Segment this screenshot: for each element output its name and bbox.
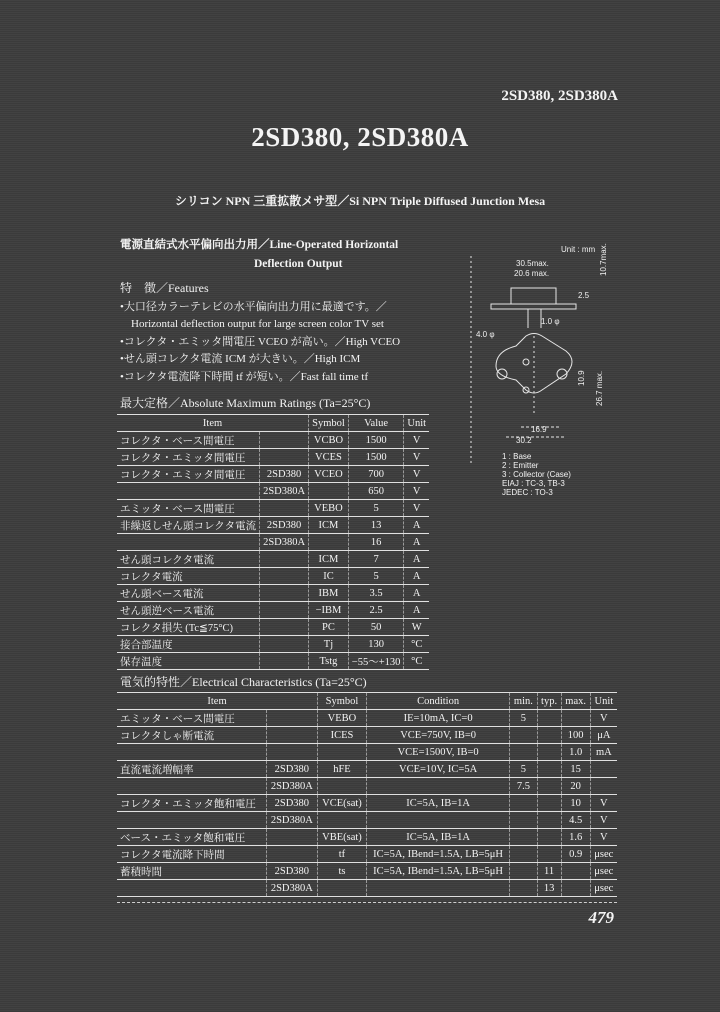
item-cell: 接合部温度	[117, 636, 260, 653]
subtitle: シリコン NPN 三重拡散メサ型／Si NPN Triple Diffused Junction Mesa	[174, 194, 546, 208]
value-cell: 3.5	[348, 585, 404, 602]
min-cell: 5	[510, 710, 537, 727]
condition-cell: VCE=750V, IB=0	[366, 727, 509, 744]
table-row	[117, 829, 617, 846]
condition-cell: VCE=10V, IC=5A	[366, 761, 509, 778]
unit-cell: V	[590, 829, 617, 846]
feature-item: •コレクタ電流降下時間 tf が短い。／Fast fall time tf	[120, 370, 369, 383]
item-cell: ベース・エミッタ飽和電圧	[117, 829, 266, 846]
value-cell: 50	[348, 619, 404, 636]
unit-cell: A	[404, 585, 429, 602]
legend-item: 2 : Emitter	[502, 461, 539, 470]
col-header: Symbol	[318, 693, 367, 710]
condition-cell: IE=10mA, IC=0	[366, 710, 509, 727]
feature-item: •コレクタ・エミッタ間電圧 VCEO が高い。／High VCEO	[120, 335, 401, 348]
unit-cell: °C	[404, 636, 429, 653]
min-cell	[510, 727, 537, 744]
unit-cell: V	[404, 432, 429, 449]
value-cell: 7	[348, 551, 404, 568]
table-row	[117, 710, 617, 727]
elec-char-table	[117, 692, 617, 897]
item-cell: エミッタ・ベース間電圧	[117, 710, 266, 727]
unit-cell: V	[404, 500, 429, 517]
typ-cell: 11	[537, 863, 561, 880]
dim-label: 26.7 max.	[595, 370, 604, 406]
dim-label: 10.7max.	[599, 243, 608, 276]
max-cell: 1.0	[561, 744, 590, 761]
symbol-cell	[309, 534, 349, 551]
dim-label: 2.5	[578, 291, 590, 300]
dim-label: 30.5max.	[516, 259, 549, 268]
symbol-cell	[318, 778, 367, 795]
unit-cell	[590, 778, 617, 795]
table-row	[117, 517, 429, 534]
symbol-cell	[318, 812, 367, 829]
value-cell: −55〜+130	[348, 653, 404, 670]
value-cell: 650	[348, 483, 404, 500]
item-cell: せん頭ベース電流	[117, 585, 260, 602]
item-cell	[117, 534, 260, 551]
unit-cell: A	[404, 551, 429, 568]
col-header: Unit	[590, 693, 617, 710]
table-row	[117, 500, 429, 517]
abs-max-heading: 最大定格／Absolute Maximum Ratings (Ta=25°C)	[120, 396, 371, 410]
max-cell: 0.9	[561, 846, 590, 863]
condition-cell: IC=5A, IB=1A	[366, 795, 509, 812]
unit-cell: W	[404, 619, 429, 636]
dim-label: 20.6 max.	[514, 269, 550, 278]
col-header: Symbol	[309, 415, 349, 432]
unit-cell: μsec	[590, 880, 617, 897]
elec-heading: 電気的特性／Electrical Characteristics (Ta=25°C)	[120, 675, 367, 689]
dim-label: 30.2	[516, 436, 532, 445]
application-line1: 電源直結式水平偏向出力用／Line-Operated Horizontal	[120, 239, 399, 251]
item-cell	[117, 880, 266, 897]
application	[120, 236, 398, 274]
item-cell: コレクタ・エミッタ飽和電圧	[117, 795, 266, 812]
condition-cell	[366, 812, 509, 829]
feature-item: •せん頭コレクタ電流 ICM が大きい。／High ICM	[120, 353, 361, 365]
min-cell	[510, 812, 537, 829]
symbol-cell: VEBO	[318, 710, 367, 727]
col-header: Unit	[404, 415, 429, 432]
variant-cell	[266, 846, 317, 863]
symbol-cell: PC	[309, 619, 349, 636]
variant-cell	[260, 602, 309, 619]
unit-cell: mA	[590, 744, 617, 761]
col-header: typ.	[537, 693, 561, 710]
unit-cell: A	[404, 534, 429, 551]
item-cell	[117, 778, 266, 795]
unit-cell	[590, 761, 617, 778]
features-heading: 特 徴／Features	[120, 281, 209, 295]
col-header: Item	[117, 415, 309, 432]
symbol-cell: ICM	[309, 517, 349, 534]
variant-cell: 2SD380A	[266, 880, 317, 897]
variant-cell	[260, 500, 309, 517]
symbol-cell: IC	[309, 568, 349, 585]
max-cell	[561, 710, 590, 727]
variant-cell	[266, 829, 317, 846]
typ-cell	[537, 778, 561, 795]
min-cell	[510, 846, 537, 863]
variant-cell	[260, 568, 309, 585]
symbol-cell: VCE(sat)	[318, 795, 367, 812]
item-cell: コレクタ・エミッタ間電圧	[117, 449, 260, 466]
max-cell: 15	[561, 761, 590, 778]
table-row	[117, 863, 617, 880]
abs-max-table	[117, 414, 429, 670]
item-cell: せん頭逆ベース電流	[117, 602, 260, 619]
symbol-cell: ts	[318, 863, 367, 880]
footer-divider	[117, 902, 617, 903]
variant-cell: 2SD380	[266, 863, 317, 880]
symbol-cell: ICES	[318, 727, 367, 744]
unit-cell: V	[404, 449, 429, 466]
pin-legend	[502, 452, 571, 497]
variant-cell	[260, 551, 309, 568]
max-cell	[561, 863, 590, 880]
col-header: Item	[117, 693, 318, 710]
unit-cell: μsec	[590, 846, 617, 863]
variant-cell	[266, 744, 317, 761]
variant-cell: 2SD380	[266, 761, 317, 778]
table-row	[117, 551, 429, 568]
min-cell	[510, 795, 537, 812]
unit-cell: μsec	[590, 863, 617, 880]
condition-cell	[366, 880, 509, 897]
variant-cell: 2SD380A	[266, 812, 317, 829]
typ-cell	[537, 795, 561, 812]
min-cell: 5	[510, 761, 537, 778]
dim-label: 16.9	[531, 425, 547, 434]
value-cell: 1500	[348, 432, 404, 449]
value-cell: 13	[348, 517, 404, 534]
variant-cell: 2SD380	[266, 795, 317, 812]
item-cell	[117, 483, 260, 500]
value-cell: 5	[348, 568, 404, 585]
item-cell: 直流電流増幅率	[117, 761, 266, 778]
table-row	[117, 568, 429, 585]
item-cell: エミッタ・ベース間電圧	[117, 500, 260, 517]
variant-cell	[266, 710, 317, 727]
dim-label: 4.0 φ	[476, 330, 495, 339]
min-cell	[510, 744, 537, 761]
symbol-cell	[318, 744, 367, 761]
col-header: Value	[348, 415, 404, 432]
table-row	[117, 466, 429, 483]
typ-cell: 13	[537, 880, 561, 897]
item-cell	[117, 744, 266, 761]
header-part-numbers: 2SD380, 2SD380A	[501, 88, 618, 104]
typ-cell	[537, 744, 561, 761]
item-cell: 保存温度	[117, 653, 260, 670]
max-cell: 1.6	[561, 829, 590, 846]
item-cell: せん頭コレクタ電流	[117, 551, 260, 568]
symbol-cell: hFE	[318, 761, 367, 778]
feature-item: •大口径カラーテレビの水平偏向出力用に最適です。／	[120, 300, 387, 313]
table-row	[117, 778, 617, 795]
unit-cell: V	[404, 483, 429, 500]
symbol-cell: Tj	[309, 636, 349, 653]
item-cell: 蓄積時間	[117, 863, 266, 880]
dim-label: 1.0 φ	[541, 317, 560, 326]
item-cell: 非繰返しせん頭コレクタ電流	[117, 517, 260, 534]
legend-item: JEDEC : TO-3	[502, 488, 553, 497]
symbol-cell	[318, 880, 367, 897]
legend-item: 3 : Collector (Case)	[502, 470, 571, 479]
value-cell: 700	[348, 466, 404, 483]
table-row	[117, 619, 429, 636]
symbol-cell: VCES	[309, 449, 349, 466]
symbol-cell: Tstg	[309, 653, 349, 670]
value-cell: 16	[348, 534, 404, 551]
value-cell: 130	[348, 636, 404, 653]
table-row	[117, 812, 617, 829]
item-cell: コレクタ・ベース間電圧	[117, 432, 260, 449]
symbol-cell: VCEO	[309, 466, 349, 483]
item-cell: コレクタ電流	[117, 568, 260, 585]
value-cell: 5	[348, 500, 404, 517]
unit-cell: °C	[404, 653, 429, 670]
typ-cell	[537, 846, 561, 863]
max-cell: 10	[561, 795, 590, 812]
typ-cell	[537, 829, 561, 846]
col-header: min.	[510, 693, 537, 710]
legend-item: 1 : Base	[502, 452, 532, 461]
min-cell	[510, 829, 537, 846]
unit-cell: μA	[590, 727, 617, 744]
page-title: 2SD380, 2SD380A	[251, 122, 469, 152]
table-row	[117, 449, 429, 466]
item-cell: コレクタしゃ断電流	[117, 727, 266, 744]
table-row	[117, 432, 429, 449]
variant-cell	[260, 636, 309, 653]
condition-cell: IC=5A, IBend=1.5A, LB=5μH	[366, 863, 509, 880]
symbol-cell	[309, 483, 349, 500]
dim-label: 10.9	[577, 370, 586, 386]
value-cell: 1500	[348, 449, 404, 466]
max-cell: 20	[561, 778, 590, 795]
table-row	[117, 483, 429, 500]
min-cell: 7.5	[510, 778, 537, 795]
table-row	[117, 534, 429, 551]
symbol-cell: tf	[318, 846, 367, 863]
max-cell: 4.5	[561, 812, 590, 829]
table-row	[117, 653, 429, 670]
legend-item: EIAJ : TC-3, TB-3	[502, 479, 565, 488]
symbol-cell: −IBM	[309, 602, 349, 619]
variant-cell	[260, 432, 309, 449]
value-cell: 2.5	[348, 602, 404, 619]
unit-label: Unit : mm	[561, 245, 596, 254]
variant-cell	[260, 449, 309, 466]
table-row	[117, 846, 617, 863]
variant-cell: 2SD380	[260, 466, 309, 483]
unit-cell: V	[590, 812, 617, 829]
typ-cell	[537, 710, 561, 727]
unit-cell: A	[404, 517, 429, 534]
unit-cell: V	[590, 795, 617, 812]
variant-cell	[260, 619, 309, 636]
min-cell	[510, 880, 537, 897]
variant-cell: 2SD380A	[266, 778, 317, 795]
feature-item: Horizontal deflection output for large screen color TV set	[120, 318, 384, 330]
item-cell	[117, 812, 266, 829]
condition-cell: IC=5A, IBend=1.5A, LB=5μH	[366, 846, 509, 863]
symbol-cell: VCBO	[309, 432, 349, 449]
col-header: max.	[561, 693, 590, 710]
table-row	[117, 602, 429, 619]
unit-cell: A	[404, 602, 429, 619]
features	[120, 280, 400, 413]
page-number: 479	[588, 908, 614, 927]
variant-cell	[266, 727, 317, 744]
typ-cell	[537, 727, 561, 744]
table-row	[117, 585, 429, 602]
unit-cell: A	[404, 568, 429, 585]
condition-cell: VCE=1500V, IB=0	[366, 744, 509, 761]
item-cell: コレクタ電流降下時間	[117, 846, 266, 863]
unit-cell: V	[590, 710, 617, 727]
variant-cell: 2SD380A	[260, 534, 309, 551]
condition-cell	[366, 778, 509, 795]
table-row	[117, 880, 617, 897]
table-row	[117, 795, 617, 812]
symbol-cell: IBM	[309, 585, 349, 602]
table-row	[117, 744, 617, 761]
typ-cell	[537, 812, 561, 829]
unit-cell: V	[404, 466, 429, 483]
item-cell: コレクタ・エミッタ間電圧	[117, 466, 260, 483]
condition-cell: IC=5A, IB=1A	[366, 829, 509, 846]
symbol-cell: VEBO	[309, 500, 349, 517]
table-row	[117, 727, 617, 744]
col-header: Condition	[366, 693, 509, 710]
item-cell: コレクタ損失 (Tc≦75°C)	[117, 619, 260, 636]
min-cell	[510, 863, 537, 880]
table-row	[117, 636, 429, 653]
variant-cell: 2SD380A	[260, 483, 309, 500]
typ-cell	[537, 761, 561, 778]
variant-cell	[260, 585, 309, 602]
max-cell: 100	[561, 727, 590, 744]
max-cell	[561, 880, 590, 897]
symbol-cell: VBE(sat)	[318, 829, 367, 846]
application-line2: Deflection Output	[254, 258, 343, 270]
variant-cell	[260, 653, 309, 670]
symbol-cell: ICM	[309, 551, 349, 568]
variant-cell: 2SD380	[260, 517, 309, 534]
table-row	[117, 761, 617, 778]
